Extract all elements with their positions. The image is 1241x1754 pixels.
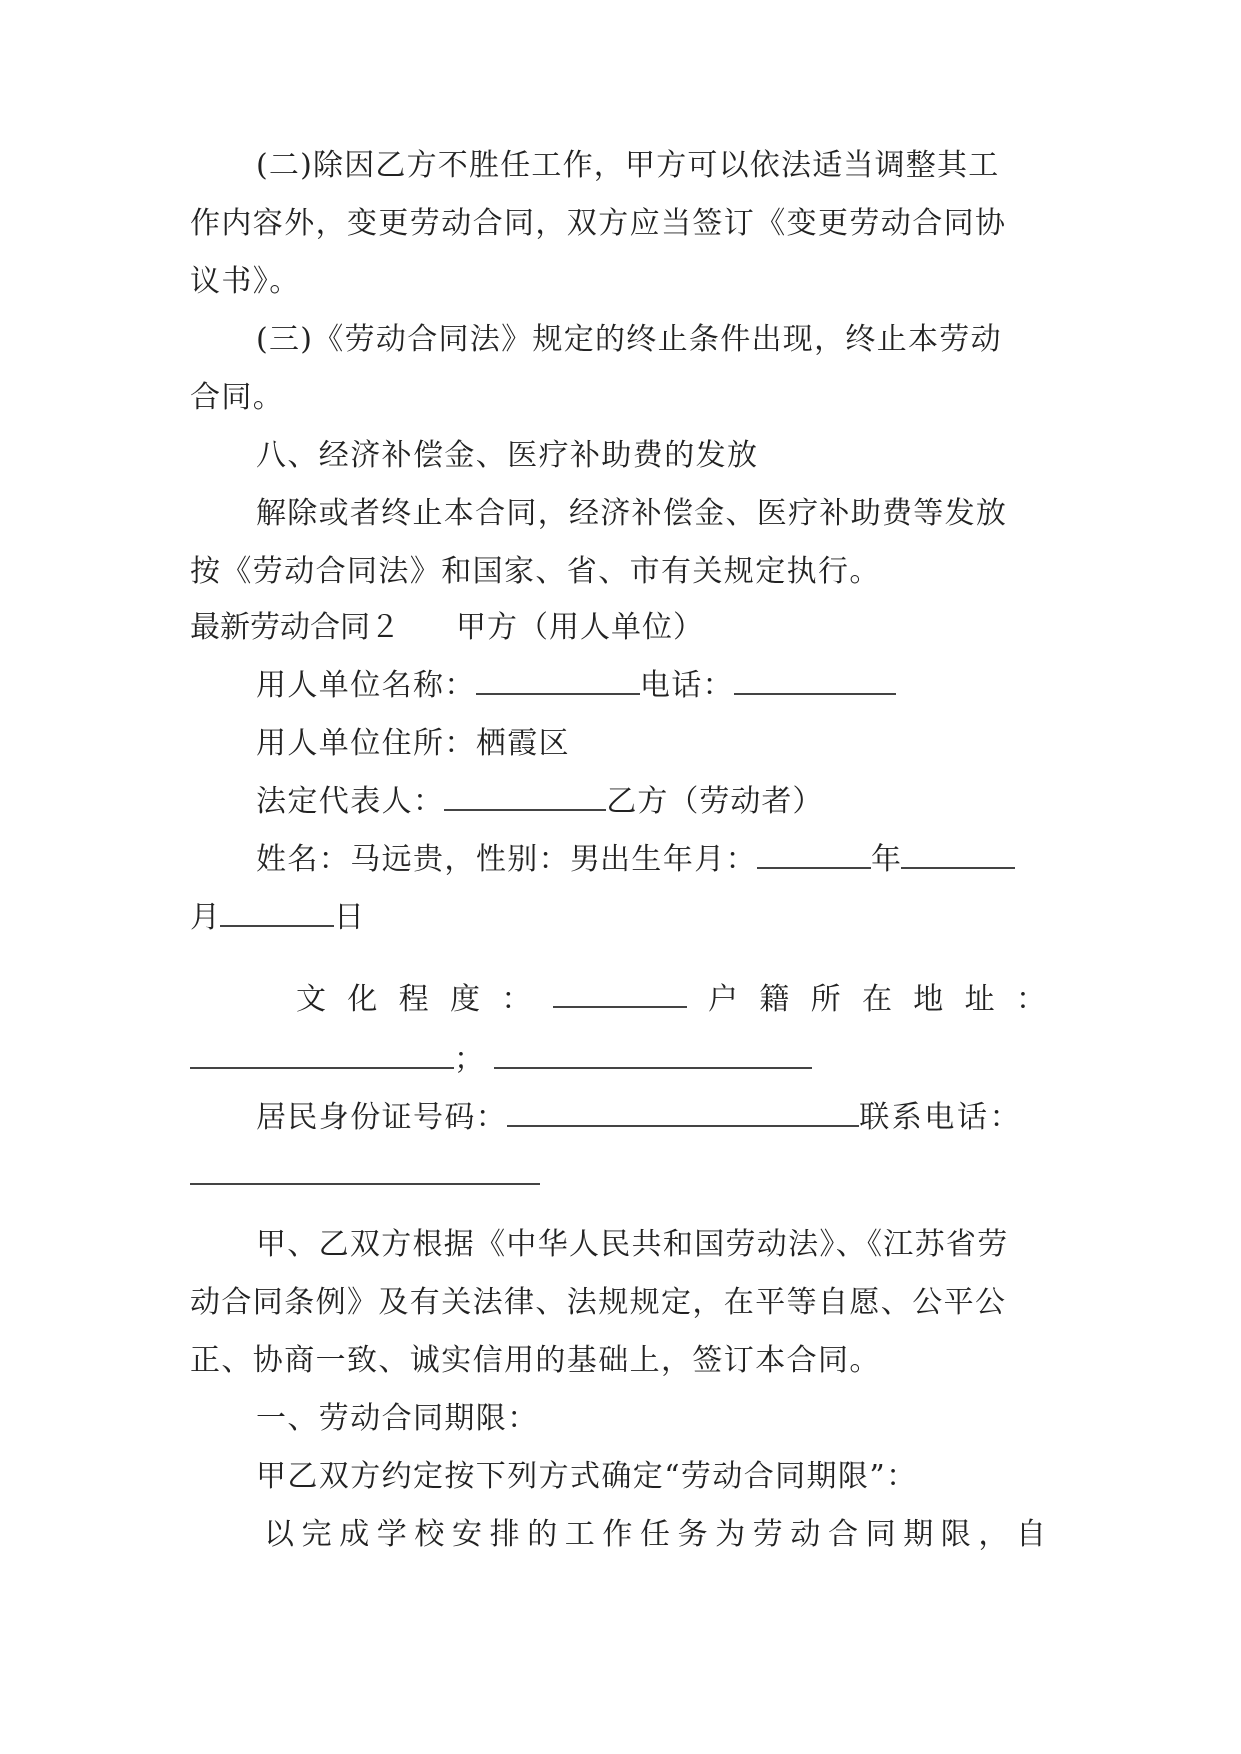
household-char: 所 — [810, 982, 841, 1017]
contract2-title: 最新劳动合同２ — [190, 610, 400, 645]
household-char: 在 — [861, 982, 892, 1017]
name-value: 马远贵， — [350, 842, 476, 877]
education-char: ： — [501, 982, 532, 1017]
household-blank-1[interactable] — [190, 1041, 454, 1069]
party-a-heading: 甲方（用人单位） — [456, 610, 704, 645]
employer-address-value: 栖霞区 — [475, 726, 571, 761]
day-unit: 日 — [334, 900, 364, 935]
name-label: 姓名： — [256, 842, 351, 877]
education-household-row — [296, 980, 1046, 1020]
employer-name-row — [256, 666, 896, 706]
birth-month-blank[interactable] — [901, 841, 1015, 869]
contact-phone-blank[interactable] — [190, 1157, 540, 1185]
id-contact-row — [256, 1098, 1022, 1138]
paragraph-line — [256, 146, 1046, 186]
legal-rep-blank[interactable] — [444, 783, 606, 811]
birth-year-blank[interactable] — [757, 841, 871, 869]
term-heading: 一、劳动合同期限： — [256, 1401, 539, 1436]
household-blank-2[interactable] — [494, 1041, 812, 1069]
term-detail: 以完成学校安排的工作任务为劳动合同期限，自 — [264, 1517, 1054, 1552]
household-char: 籍 — [759, 982, 790, 1017]
birth-day-row — [190, 898, 364, 938]
birth-label: 出生年月： — [600, 842, 758, 877]
year-unit: 年 — [871, 842, 902, 877]
employer-address-label: 用人单位住所： — [256, 726, 476, 761]
phone-blank[interactable] — [734, 667, 896, 695]
education-blank[interactable] — [553, 980, 687, 1008]
section8-body-line2: 按《劳动合同法》和国家、省、市有关规定执行。 — [190, 554, 881, 589]
household-char: ： — [1015, 982, 1046, 1017]
item2-line3: 议书》。 — [190, 264, 301, 299]
id-label: 居民身份证号码： — [256, 1100, 508, 1135]
contact-phone-blank-row — [190, 1156, 540, 1196]
employer-name-label: 用人单位名称： — [256, 668, 476, 703]
phone-label: 电话： — [639, 668, 735, 703]
item3-line2: 合同。 — [190, 380, 285, 415]
household-char: 地 — [913, 982, 944, 1017]
employer-name-blank[interactable] — [476, 667, 640, 695]
education-char: 化 — [347, 982, 378, 1017]
party-b-basic-row — [256, 840, 1015, 880]
education-char: 文 — [296, 982, 326, 1017]
preamble-line3: 正、协商一致、诚实信用的基础上，签订本合同。 — [190, 1343, 881, 1378]
term-intro: 甲乙双方约定按下列方式确定“劳动合同期限”： — [256, 1459, 918, 1494]
section8-body-line1: 解除或者终止本合同，经济补偿金、医疗补助费等发放 — [256, 496, 1008, 531]
preamble-line2: 动合同条例》及有关法律、法规规定，在平等自愿、公平公 — [190, 1285, 1007, 1320]
party-b-heading: 乙方（劳动者） — [606, 784, 824, 819]
household-blank-row — [190, 1040, 812, 1080]
gender-label: 性别： — [475, 842, 571, 877]
preamble-line1: 甲、乙双方根据《中华人民共和国劳动法》、《江苏省劳 — [256, 1227, 1009, 1262]
employer-address-row — [256, 724, 570, 764]
household-char: 址 — [964, 982, 995, 1017]
item2-line1: (二)除因乙方不胜任工作，甲方可以依法适当调整其工 — [256, 148, 1000, 183]
id-blank[interactable] — [507, 1099, 859, 1127]
semicolon: ； — [454, 1042, 484, 1077]
birth-day-blank[interactable] — [220, 899, 334, 927]
contact-phone-label: 联系电话： — [859, 1100, 1023, 1135]
item3-line1: (三)《劳动合同法》规定的终止条件出现，终止本劳动 — [256, 322, 1002, 357]
month-unit: 月 — [190, 900, 220, 935]
legal-rep-row — [256, 782, 823, 822]
legal-rep-label: 法定代表人： — [256, 784, 445, 819]
section8-heading: 八、经济补偿金、医疗补助费的发放 — [256, 438, 759, 473]
gender-value: 男 — [570, 842, 601, 877]
household-char: 户 — [707, 982, 738, 1017]
education-char: 度 — [449, 982, 480, 1017]
contract2-title-row — [190, 608, 704, 648]
education-char: 程 — [398, 982, 429, 1017]
item2-line2: 作内容外，变更劳动合同，双方应当签订《变更劳动合同协 — [190, 206, 1007, 241]
